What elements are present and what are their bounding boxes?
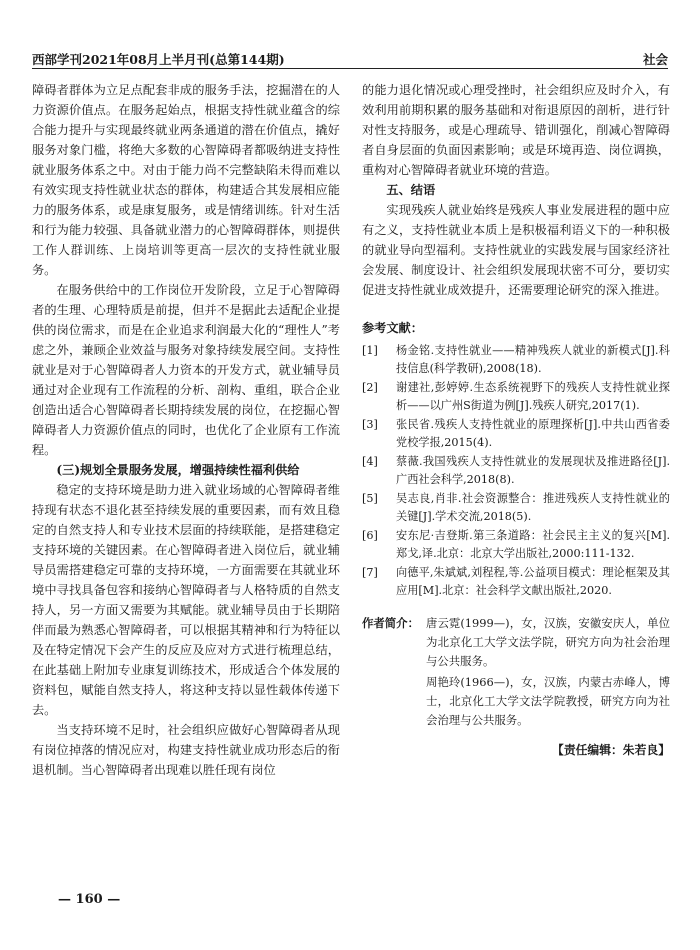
reference-item xyxy=(362,416,670,452)
body-paragraph: 实现残疾人就业始终是残疾人事业发展进程的题中应有之义，支持性就业本质上是积极福利语义下的一种积极的就业导向型福利。支持性就业的实践发展与国家经济社会发展、制度设计、社会组织发展现状密不可分，要切实促进支持性就业成效提升，还需要理论研究的深入推进。 xyxy=(362,203,670,297)
author-info xyxy=(362,614,670,730)
reference-number: [2] xyxy=(362,381,378,394)
right-column xyxy=(362,80,670,760)
body-paragraph: 的能力退化情况或心理受挫时，社会组织应及时介入，有效利用前期积累的服务基础和对衔退原因的剖析，进行针对性支持服务，或是心理疏导、错训强化，削减心智障碍者自身层面的负面因素影响；或是环境再造、岗位调换，重构对心智障碍者就业环境的营造。 xyxy=(362,83,670,177)
journal-title: 西部学刊2021年08月上半月刊(总第144期) xyxy=(32,52,285,67)
reference-number: [5] xyxy=(362,492,378,505)
reference-text: 吴志良,肖非.社会资源整合：推进残疾人支持性就业的关键[J].学术交流,2018(5). xyxy=(396,492,670,523)
reference-number: [6] xyxy=(362,529,378,542)
reference-text: 张民省.残疾人支持性就业的原理探析[J].中共山西省委党校学报,2015(4). xyxy=(396,418,670,449)
body-paragraph: 在服务供给中的工作岗位开发阶段，立足于心智障碍者的生理、心理特质是前提，但并不是据此去适配企业提供的岗位需求，而是在企业追求利润最大化的“理性人”考虑之外，兼顾企业效益与服务对象持续发展空间。支持性就业是对于心智障碍者人力资本的开发方式，就业辅导员通过对企业现有工作流程的分析、剖构、重组，联合企业创造出适合心智障碍者长期持续发展的岗位，在挖掘心智障碍者人力资源价值点的同时，也优化了企业原有工作流程。 xyxy=(32,283,340,457)
reference-item xyxy=(362,453,670,489)
running-header xyxy=(32,50,668,70)
reference-text: 蔡薇.我国残疾人支持性就业的发展现状及推进路径[J].广西社会科学,2018(8). xyxy=(396,455,670,486)
left-column xyxy=(32,80,340,780)
reference-item xyxy=(362,379,670,415)
body-paragraph: 当支持环境不足时，社会组织应做好心智障碍者从现有岗位掉落的情况应对，构建支持性就业成功形态后的衔退机制。当心智障碍者出现难以胜任现有岗位 xyxy=(32,723,340,777)
reference-item xyxy=(362,564,670,600)
body-paragraph: 稳定的支持环境是助力进入就业场域的心智障碍者维持现有状态不退化甚至持续发展的重要因素，而有效且稳定的自然支持人和专业技术层面的持续联能，是搭建稳定支持环境的关键因素。在心智障碍者进入岗位后，就业辅导员需搭建稳定可靠的支持环境，一方面需要在其就业环境中寻找具备包容和接纳心智障碍者与人格特质的自然支持人，另一方面又需要为其赋能。就业辅导员由于长期陪伴而最为熟悉心智障碍者，可以根据其精神和行为特征以及在特定情况下会产生的反应及应对方式进行梳理总结，在此基础上附加专业康复训练技术，形成适合个体发展的资料包，赋能自然支持人，将这种支持以显性载体传递下去。 xyxy=(32,483,340,717)
reference-item xyxy=(362,527,670,563)
reference-text: 杨金铭.支持性就业——精神残疾人就业的新模式[J].科技信息(科学教研),2008(18). xyxy=(396,344,670,375)
references-heading: 参考文献： xyxy=(362,321,423,335)
header-divider xyxy=(32,68,668,69)
reference-item xyxy=(362,490,670,526)
reference-text: 安东尼·吉登斯.第三条道路：社会民主主义的复兴[M].郑戈,译.北京：北京大学出版社,2000:111-132. xyxy=(396,529,670,560)
reference-list xyxy=(362,342,670,600)
author-label: 作者简介： xyxy=(362,616,419,630)
reference-number: [7] xyxy=(362,566,378,579)
author-bio: 唐云霓(1999—)，女，汉族，安徽安庆人，单位为北京化工大学文法学院，研究方向为社会治理与公共服务。 xyxy=(426,616,670,668)
section-heading: 五、结语 xyxy=(386,183,436,197)
reference-text: 谢建社,彭婷婷.生态系统视野下的残疾人支持性就业探析——以广州S街道为例[J].残疾人研究,2017(1). xyxy=(396,381,670,412)
section-name: 社会 xyxy=(642,52,668,67)
reference-number: [4] xyxy=(362,455,378,468)
subsection-heading: (三)规划全景服务发展，增强持续性福利供给 xyxy=(56,463,300,477)
page-number: — 160 — xyxy=(58,892,121,907)
reference-number: [1] xyxy=(362,344,378,357)
reference-number: [3] xyxy=(362,418,378,431)
editor-note: 【责任编辑：朱若良】 xyxy=(552,743,670,757)
author-bio: 周艳玲(1966—)，女，汉族，内蒙古赤峰人，博士，北京化工大学文法学院教授，研究方向为社会治理与公共服务。 xyxy=(426,675,670,727)
reference-text: 向德平,朱斌斌,刘程程,等.公益项目模式：理论框架及其应用[M].北京：社会科学文献出版社,2020. xyxy=(396,566,670,597)
reference-item xyxy=(362,342,670,378)
body-paragraph: 障碍者群体为立足点配套非成的服务手法，挖掘潜在的人力资源价值点。在服务起始点，根据支持性就业蕴含的综合能力提升与实现最终就业两条通道的潜在价值点，撬好服务对象门槛，将绝大多数的心智障碍者都吸纳进支持性就业服务体系之中。对由于能力尚不完整缺陷未得而难以有效实现支持性就业状态的群体，构建适合其发展相应能力的服务体系，或是康复服务，或是情绪训练。针对生活和行为能力较强、具备就业潜力的心智障碍群体，则提供工作人群训练、上岗培训等更高一层次的支持性就业服务。 xyxy=(32,83,340,277)
